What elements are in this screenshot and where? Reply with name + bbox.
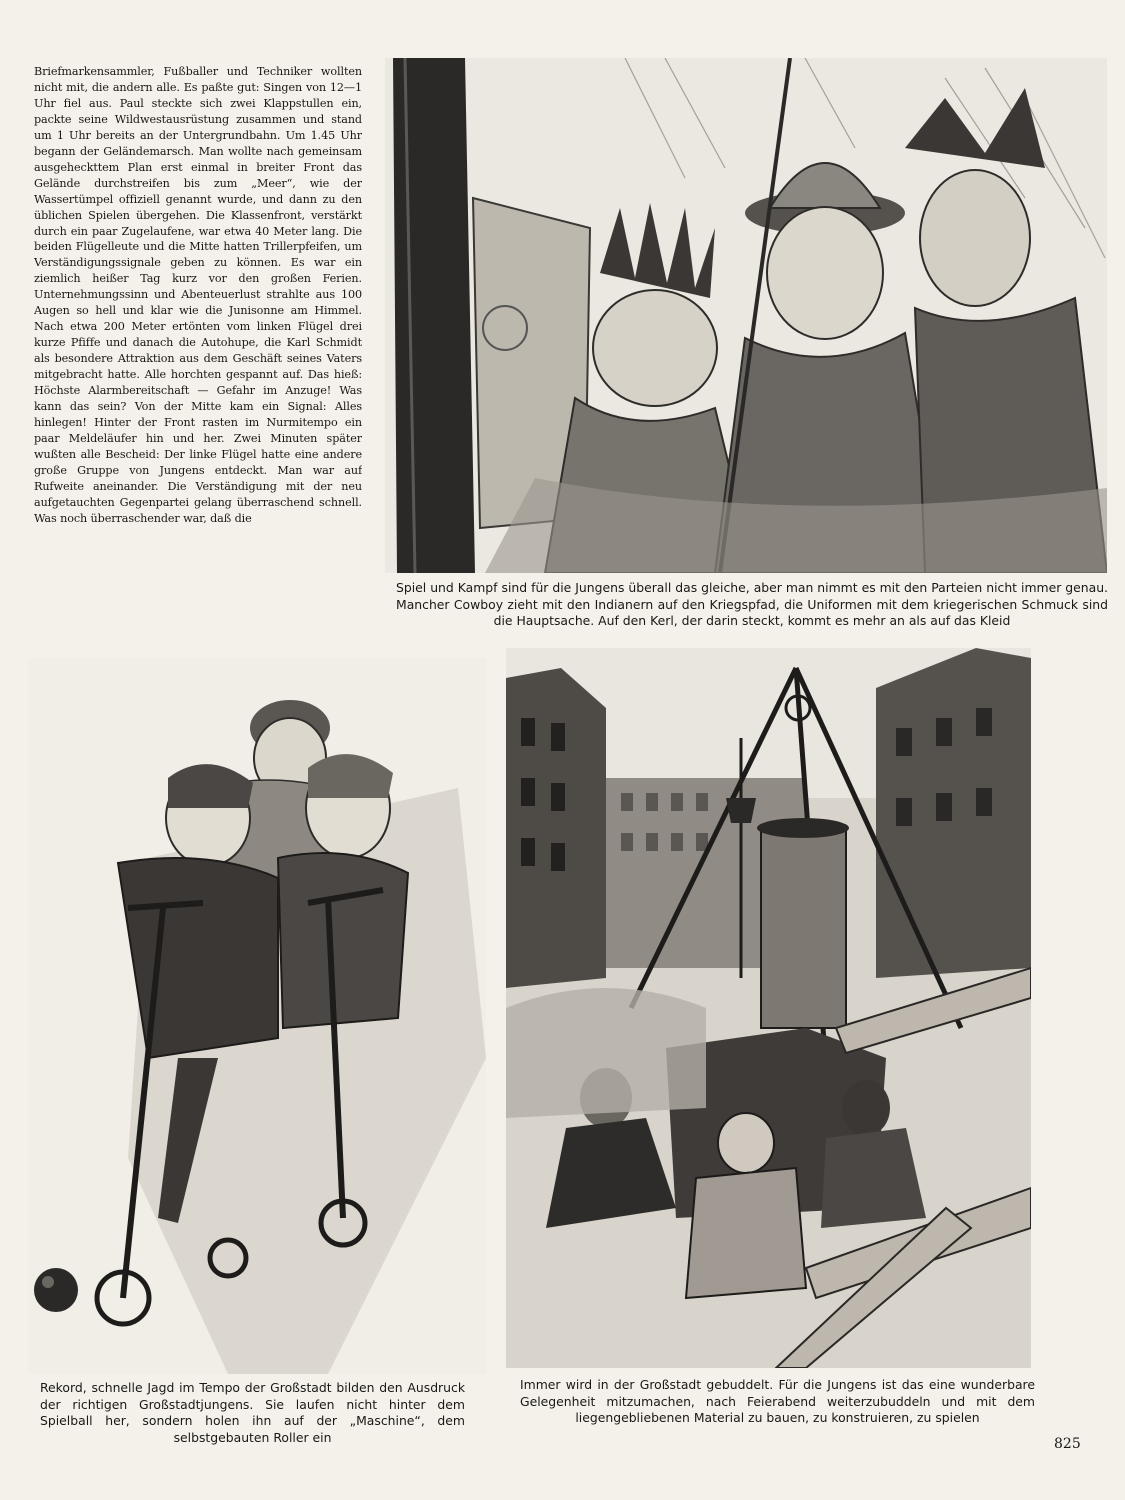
caption-top: Spiel und Kampf sind für die Jungens überall das gleiche, aber man nimmt es mit den Parteien nicht immer genau. Mancher Cowboy zieht mit den Indianern auf den Kriegspfad, die Uniformen mit dem kriegerischen Schmuck sind die Hauptsache. Auf den Kerl, der darin steckt, kommt es mehr an als auf das Kleid [396, 580, 1108, 628]
caption-left: Rekord, schnelle Jagd im Tempo der Großstadt bilden den Ausdruck der richtigen Großstadtjungens. Sie laufen nicht hinter dem Spielball her, sondern holen ihn auf der „Maschine“, dem selbstgebauten Roller ein [40, 1380, 465, 1445]
illustration-scooter-boys [28, 658, 486, 1374]
illustration-indian-boys [385, 58, 1107, 573]
article-body-text: Briefmarkensammler, Fußballer und Techniker wollten nicht mit, die andern alle. Es paßte gut: Singen von 12—1 Uhr fiel aus. Paul steckte sich zwei Klappstullen ein, packte seine Wildwestausrüstung zusammen und stand um 1 Uhr bereits an der Untergrundbahn. Um 1.45 Uhr begann der Geländemarsch. Man wollte nach gemeinsam ausgeheckttem Plan erst einmal in breiter Front das Gelände durchstreifen bis zum „Meer“, wie der Wassertümpel offiziell genannt wurde, und dann zu den üblichen Spielen übergehen. Die Klassenfront, verstärkt durch ein paar Zugelaufene, war etwa 40 Meter lang. Die beiden Flügelleute und die Mitte hatten Trillerpfeifen, um Verständigungssignale geben zu können. Es war ein ziemlich heißer Tag kurz vor den großen Ferien. Unternehmungssinn und Abenteuerlust strahlte aus 100 Augen so hell und klar wie die Junisonne am Himmel. Nach etwa 200 Meter ertönten vom linken Flügel drei kurze Pfiffe und danach die Autohupe, die Karl Schmidt als besondere Attraktion aus dem Geschäft seines Vaters mitgebracht hatte. Alle horchten gespannt auf. Das hieß: Höchste Alarmbereitschaft — Gefahr im Anzuge! Was kann das sein? Von der Mitte kam ein Signal: Alles hinlegen! Hinter der Front rasten im Nurmitempo ein paar Meldeläufer hin und her. Zwei Minuten später wußten alle Bescheid: Der linke Flügel hatte eine andere große Gruppe von Jungens entdeckt. Man war auf Rufweite aneinander. Die Verständigung mit der neu aufgetauchten Gegenpartei gelang überraschend schnell. Was noch überraschender war, daß die [34, 65, 362, 525]
page-number: 825 [1054, 1436, 1081, 1452]
article-body-column [34, 64, 362, 644]
illustration-construction-site [506, 648, 1031, 1368]
illustration-scooter-boys-drawing [28, 658, 486, 1374]
caption-right: Immer wird in der Großstadt gebuddelt. Für die Jungens ist das eine wunderbare Gelegenheit mitzumachen, nach Feierabend weiterzubuddeln und mit dem liegengebliebenen Material zu bauen, zu konstruieren, zu spielen [520, 1377, 1035, 1425]
illustration-indian-boys-drawing [385, 58, 1107, 573]
illustration-construction-site-drawing [506, 648, 1031, 1368]
